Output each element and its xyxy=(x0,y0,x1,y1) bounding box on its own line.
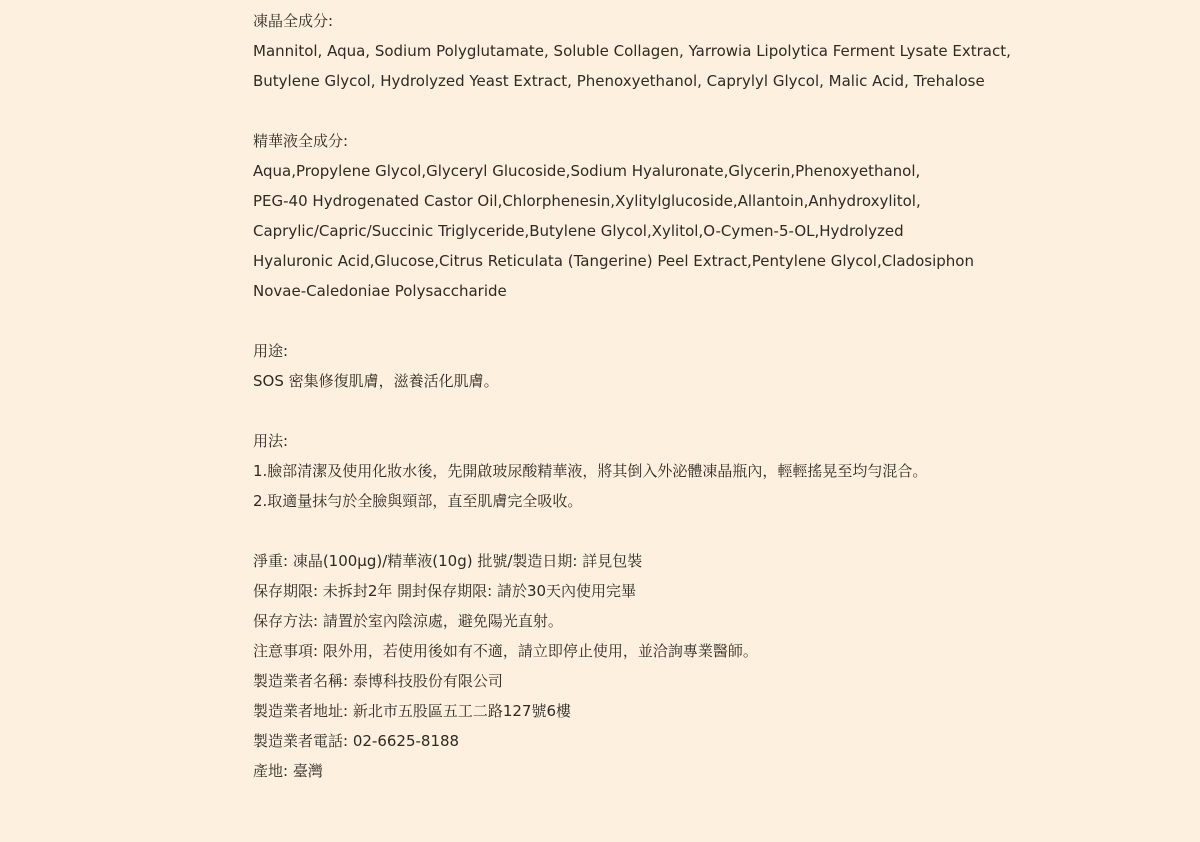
usage-step: 2.取適量抹勻於全臉與頸部，直至肌膚完全吸收。 xyxy=(253,492,583,510)
usage-step: 1.臉部清潔及使用化妝水後，先開啟玻尿酸精華液，將其倒入外泌體凍晶瓶內，輕輕搖晃至均勻混合。 xyxy=(253,462,928,480)
net-weight-line: 淨重: 凍晶(100μg)/精華液(10g) 批號/製造日期: 詳見包裝 xyxy=(253,552,643,570)
section-spacer xyxy=(253,396,1160,426)
manufacturer-phone-line: 製造業者電話: 02-6625-8188 xyxy=(253,732,460,750)
section-spacer xyxy=(253,516,1160,546)
manufacturer-name-line: 製造業者名稱: 泰博科技股份有限公司 xyxy=(253,672,503,690)
storage-line: 保存方法: 請置於室內陰涼處，避免陽光直射。 xyxy=(253,612,563,630)
gel-ingredients-heading: 凍晶全成分: xyxy=(253,12,334,30)
product-details-section xyxy=(253,546,1160,786)
essence-ingredients-line: Hyaluronic Acid,Glucose,Citrus Reticulata (Tangerine) Peel Extract,Pentylene Glycol,Cladosiphon xyxy=(253,252,974,270)
purpose-text: SOS 密集修復肌膚，滋養活化肌膚。 xyxy=(253,372,499,390)
usage-section xyxy=(253,426,1160,516)
origin-line: 產地: 臺灣 xyxy=(253,762,323,780)
essence-ingredients-line: Novae-Caledoniae Polysaccharide xyxy=(253,282,507,300)
essence-ingredients-line: PEG-40 Hydrogenated Castor Oil,Chlorphenesin,Xylitylglucoside,Allantoin,Anhydroxylitol, xyxy=(253,192,921,210)
precautions-line: 注意事項: 限外用，若使用後如有不適，請立即停止使用，並洽詢專業醫師。 xyxy=(253,642,758,660)
usage-heading: 用法: xyxy=(253,432,289,450)
gel-ingredients-line: Butylene Glycol, Hydrolyzed Yeast Extract, Phenoxyethanol, Caprylyl Glycol, Malic Acid, Trehalose xyxy=(253,72,985,90)
manufacturer-address-line: 製造業者地址: 新北市五股區五工二路127號6樓 xyxy=(253,702,571,720)
gel-ingredients-section xyxy=(253,6,1160,96)
section-spacer xyxy=(253,96,1160,126)
gel-ingredients-line: Mannitol, Aqua, Sodium Polyglutamate, Soluble Collagen, Yarrowia Lipolytica Ferment Lysate Extract, xyxy=(253,42,1011,60)
essence-ingredients-section xyxy=(253,126,1160,306)
section-spacer xyxy=(253,306,1160,336)
essence-ingredients-heading: 精華液全成分: xyxy=(253,132,349,150)
purpose-section xyxy=(253,336,1160,396)
shelf-life-line: 保存期限: 未拆封2年 開封保存期限: 請於30天內使用完畢 xyxy=(253,582,637,600)
essence-ingredients-line: Aqua,Propylene Glycol,Glyceryl Glucoside,Sodium Hyaluronate,Glycerin,Phenoxyethanol, xyxy=(253,162,921,180)
purpose-heading: 用途: xyxy=(253,342,289,360)
essence-ingredients-line: Caprylic/Capric/Succinic Triglyceride,Butylene Glycol,Xylitol,O-Cymen-5-OL,Hydrolyzed xyxy=(253,222,904,240)
